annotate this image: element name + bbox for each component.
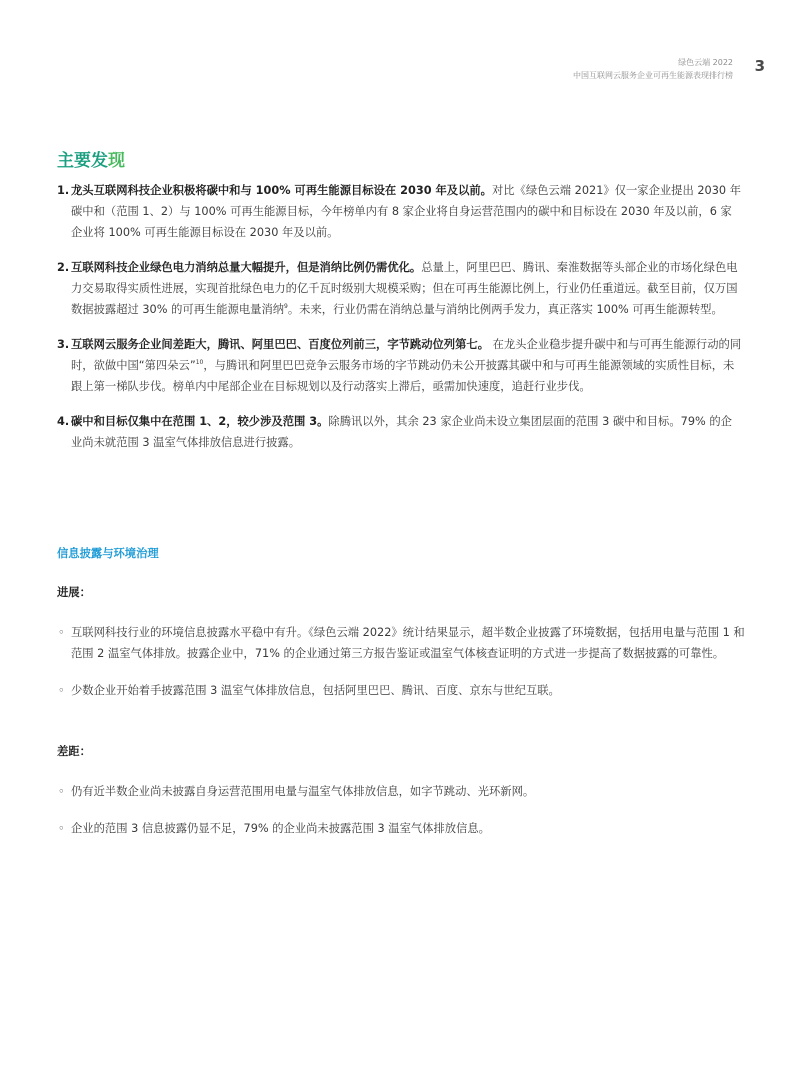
finding-body: 对比《绿色云端 2021》仅一家企业提出 2030 年碳中和（范围 1、2）与 100% 可再生能源目标，今年榜单内有 8 家企业将自身运营范围内的碳中和目标设在 2030 年及以前，6 家企业将 100% 可再生能源目标设在 2030 年及以前。 — [71, 184, 742, 239]
finding-body: 除腾讯以外，其余 23 家企业尚未设立集团层面的范围 3 碳中和目标。79% 的企业尚未就范围 3 温室气体排放信息进行披露。 — [71, 415, 732, 449]
gap-item-text: 仍有近半数企业尚未披露自身运营范围用电量与温室气体排放信息，如字节跳动、光环新网。 — [71, 785, 535, 798]
bullet-icon: ◦ — [58, 822, 65, 835]
finding-body: 在龙头企业稳步提升碳中和与可再生能源行动的同时，欲做中国“第四朵云” — [71, 338, 742, 372]
finding-item — [57, 334, 742, 397]
gap-item — [57, 781, 747, 802]
bullet-icon: ◦ — [58, 684, 65, 697]
key-findings-list — [57, 180, 742, 467]
report-subtitle: 中国互联网云服务企业可再生能源表现排行榜 — [573, 71, 733, 80]
finding-body: 总量上，阿里巴巴、腾讯、秦淮数据等头部企业的市场化绿色电力交易取得实质性进展，实现首批绿色电力的亿千瓦时级别大规模采购；但在可再生能源比例上，行业仍任重道远。截至目前，仅万国数据披露超过 30% 的可再生能源电量消纳 — [71, 261, 738, 316]
bullet-icon: ◦ — [58, 785, 65, 798]
progress-list — [57, 622, 747, 717]
page-title-part2: 现 — [108, 151, 125, 171]
finding-body-cont: ，与腾讯和阿里巴巴竞争云服务市场的字节跳动仍未公开披露其碳中和与可再生能源领域的实质性目标，未跟上第一梯队步伐。榜单内中尾部企业在目标规划以及行动落实上滞后，亟需加快速度，追赶行业步伐。 — [71, 359, 735, 393]
finding-number: 1. — [57, 184, 70, 197]
gap-heading: 差距： — [57, 745, 91, 758]
footnote-ref: 10 — [195, 359, 204, 366]
finding-item — [57, 411, 742, 453]
progress-item-text: 少数企业开始着手披露范围 3 温室气体排放信息，包括阿里巴巴、腾讯、百度、京东与世纪互联。 — [71, 684, 560, 697]
page-title-part1: 主要发 — [57, 151, 108, 171]
page-title — [57, 146, 125, 171]
bullet-icon: ◦ — [58, 626, 65, 639]
progress-item — [57, 680, 747, 701]
gap-item — [57, 818, 747, 839]
report-name: 绿色云端 2022 — [678, 58, 733, 67]
finding-lead: 互联网科技企业绿色电力消纳总量大幅提升，但是消纳比例仍需优化。 — [71, 261, 422, 274]
gap-item-text: 企业的范围 3 信息披露仍显不足，79% 的企业尚未披露范围 3 温室气体排放信息。 — [71, 822, 490, 835]
finding-lead: 互联网云服务企业间差距大，腾讯、阿里巴巴、百度位列前三，字节跳动位列第七。 — [71, 338, 489, 351]
gap-list — [57, 781, 747, 855]
running-header — [573, 56, 733, 82]
section-title: 信息披露与环境治理 — [57, 547, 159, 560]
footnote-ref: 9 — [284, 303, 288, 310]
page-number: 3 — [754, 57, 765, 75]
finding-lead: 碳中和目标仅集中在范围 1、2，较少涉及范围 3。 — [71, 415, 329, 428]
finding-number: 4. — [57, 415, 70, 428]
progress-heading: 进展： — [57, 586, 91, 599]
finding-item — [57, 180, 742, 243]
finding-lead: 龙头互联网科技企业积极将碳中和与 100% 可再生能源目标设在 2030 年及以前。 — [71, 184, 492, 197]
finding-item — [57, 257, 742, 320]
finding-number: 2. — [57, 261, 70, 274]
progress-item-text: 互联网科技行业的环境信息披露水平稳中有升。《绿色云端 2022》统计结果显示，超半数企业披露了环境数据，包括用电量与范围 1 和范围 2 温室气体排放。披露企业中，71% 的企业通过第三方报告鉴证或温室气体核查证明的方式进一步提高了数据披露的可靠性。 — [71, 626, 745, 660]
progress-item — [57, 622, 747, 664]
finding-body-cont: 。未来，行业仍需在消纳总量与消纳比例两手发力，真正落实 100% 可再生能源转型。 — [287, 303, 723, 316]
finding-number: 3. — [57, 338, 70, 351]
